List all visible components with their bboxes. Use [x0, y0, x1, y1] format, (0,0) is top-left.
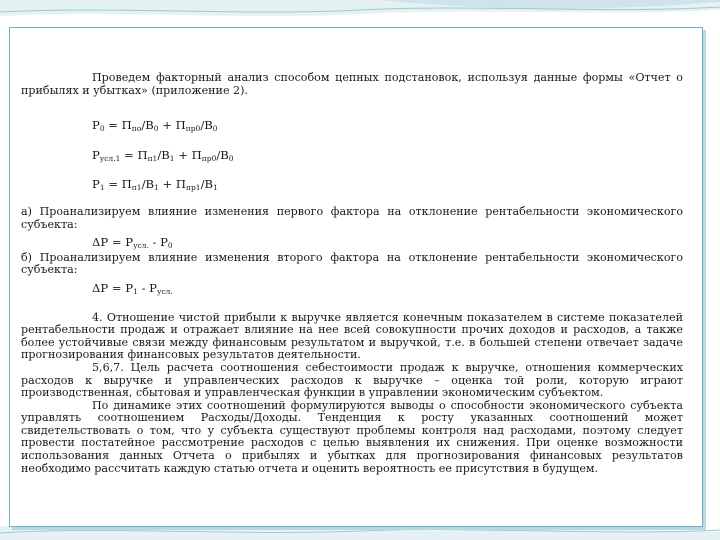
intro-paragraph: Проведем факторный анализ способом цепных подстановок, используя данные формы «Отчет о прибылях и убытках» (приложение 2).: [21, 71, 683, 97]
item-a-text: а) Проанализируем влияние изменения первого фактора на отклонение рентабельности экономического субъекта:: [21, 204, 683, 231]
paragraph-dynamics: По динамике этих соотношений формулируются выводы о способности экономического субъекта управлять соотношением Расходы/Доходы. Тенденция к росту указанных соотношений может свидетельствовать о том, что у субъекта существуют проблемы контроля над расходами, поэтому следует провести постатейное рассмотрение расходов с целью выявления их снижения. При оценке возможности использования данных Отчета о прибылях и убытках для прогнозирования финансовых результатов необходимо рассчитать каждую статью отчета и оценить вероятность ее присутствия в будущем.: [21, 398, 683, 475]
document-body: [21, 72, 683, 475]
item-b-text: б) Проанализируем влияние изменения второго фактора на отклонение рентабельности экономического субъекта:: [21, 250, 683, 277]
paragraph-4: 4. Отношение чистой прибыли к выручке является конечным показателем в системе показателей рентабельности продаж и отражает влияние на нее всей совокупности прочих доходов и расходов, а также более устойчивые связи между финансовым результатом и выручкой, т.е. в большей степени отвечает задаче прогнозирования финансовых результатов деятельности.: [21, 310, 683, 362]
delta-formula-a: $\Delta Р = Р_{усл.} - Р_0$: [92, 235, 173, 251]
delta-formula-b: $\Delta Р = Р_1 - Р_{усл.}$: [92, 280, 173, 296]
paragraph-5-6-7: 5,6,7. Цель расчета соотношения себестоимости продаж к выручке, отношения коммерческих расходов к выручке и управленческих расходов к выручке – оценка той роли, которую играют производственная, сбытовая и управленческая функции в управлении экономическим субъектом.: [21, 360, 683, 400]
formula-p0: $Р_0 = П_{по}/В_0 + П_{пр0}/В_0$: [92, 118, 218, 134]
formula-p1: $Р_1 = П_{п1}/В_1 + П_{пр1}/В_1$: [92, 177, 218, 193]
formula-p-usl1: $Р_{усл.1} = П_{п1}/В_1 + П_{пр0}/В_0$: [92, 147, 234, 163]
